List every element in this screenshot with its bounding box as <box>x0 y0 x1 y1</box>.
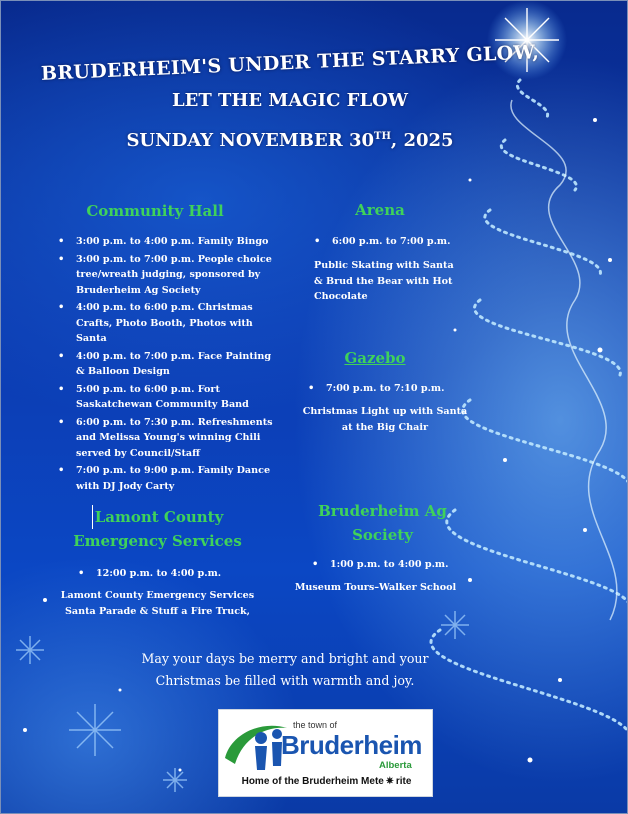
lamont-title <box>70 505 245 553</box>
event-date-year: , 2025 <box>390 130 454 151</box>
list-item: • 5:00 p.m. to 6:00 p.m. Fort Saskatchewan Community Band <box>56 382 276 413</box>
list-item: • 6:00 p.m. to 7:00 p.m. <box>312 234 482 250</box>
gazebo-title: Gazebo <box>344 349 406 367</box>
logo-tagline <box>219 776 434 787</box>
closing-message <box>100 648 470 692</box>
closing-line-1: May your days be merry and bright and your <box>141 651 429 666</box>
ag-society-title-line-1: Bruderheim Ag <box>318 502 447 520</box>
gazebo-description <box>300 404 470 435</box>
ag-society-title-line-2: Society <box>352 526 413 544</box>
community-hall-title: Community Hall <box>86 202 224 220</box>
event-date-suffix: TH <box>374 131 391 142</box>
logo-town-name: Bruderheim <box>281 730 422 760</box>
town-logo <box>218 709 433 797</box>
event-date <box>40 130 540 151</box>
list-item: • 4:00 p.m. to 6:00 p.m. Christmas Crafts, Photo Booth, Photos with Santa <box>56 300 276 347</box>
lamont-desc-line-2: Santa Parade & Stuff a Fire Truck, <box>64 605 251 617</box>
title-line-1: BRUDERHEIM'S UNDER THE STARRY GLOW, <box>40 41 540 85</box>
meteorite-star-icon: ✷ <box>385 776 395 787</box>
lamont-title-line-1: Lamont County <box>92 505 224 529</box>
gazebo-list <box>306 381 476 399</box>
logo-tagline-start: Home of the Bruderheim Mete <box>241 776 384 787</box>
list-item: • 3:00 p.m. to 7:00 p.m. People choice tree/wreath judging, sponsored by Bruderheim Ag Society <box>56 252 276 299</box>
list-item: • 7:00 p.m. to 9:00 p.m. Family Dance with DJ Jody Carty <box>56 463 276 494</box>
arena-list <box>312 234 482 252</box>
event-date-main: SUNDAY NOVEMBER 30 <box>126 130 375 151</box>
logo-prefix: the town of <box>293 720 338 730</box>
list-item: • 3:00 p.m. to 4:00 p.m. Family Bingo <box>56 234 276 250</box>
list-item: • 6:00 p.m. to 7:30 p.m. Refreshments and Melissa Young's winning Chili served by Council/Staff <box>56 415 276 462</box>
ag-society-description: Museum Tours–Walker School <box>294 582 457 593</box>
lamont-desc-line-1: Lamont County Emergency Services <box>60 590 255 601</box>
list-item: • 12:00 p.m. to 4:00 p.m. <box>76 566 276 582</box>
ag-society-title <box>310 499 455 547</box>
community-hall-list <box>56 234 276 496</box>
arena-description: Public Skating with Santa & Brud the Bear with Hot Chocolate <box>314 260 454 302</box>
lamont-title-line-2: Emergency Services <box>73 532 242 550</box>
title-line-2: LET THE MAGIC FLOW <box>171 90 409 111</box>
gazebo-desc-line-2: at the Big Chair <box>341 421 429 433</box>
lamont-description <box>55 588 260 619</box>
list-item: • 4:00 p.m. to 7:00 p.m. Face Painting & Balloon Design <box>56 349 276 380</box>
gazebo-desc-line-1: Christmas Light up with Santa <box>302 406 468 417</box>
closing-line-2: Christmas be filled with warmth and joy. <box>155 673 415 688</box>
lamont-list <box>76 566 276 584</box>
logo-province: Alberta <box>379 760 412 771</box>
list-item: • 1:00 p.m. to 4:00 p.m. <box>310 557 480 573</box>
logo-tagline-end: rite <box>395 776 412 787</box>
arena-title: Arena <box>355 201 405 219</box>
list-item: • 7:00 p.m. to 7:10 p.m. <box>306 381 476 397</box>
ag-society-list <box>310 557 480 575</box>
